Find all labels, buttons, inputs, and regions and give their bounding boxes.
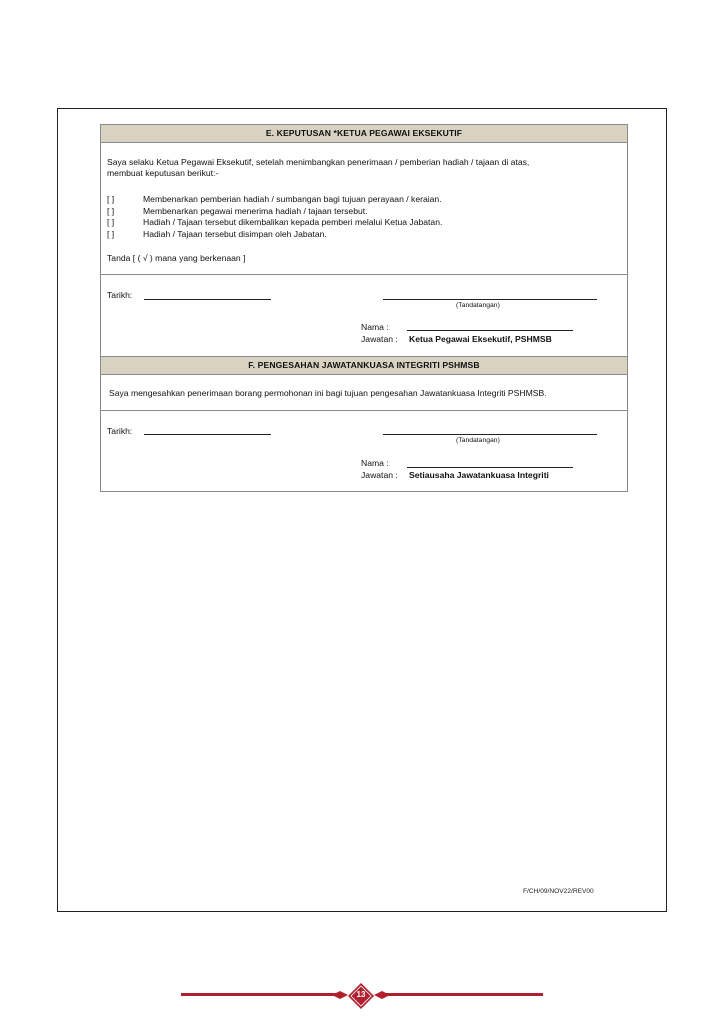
form-sheet (100, 124, 628, 492)
section-e-position-value: Ketua Pegawai Eksekutif, PSHMSB (409, 334, 552, 344)
section-f-divider (101, 410, 627, 411)
section-e-position-label: Jawatan : (361, 334, 398, 344)
section-f-title: F. PENGESAHAN JAWATANKUASA INTEGRITI PSHMSB (101, 356, 627, 375)
tick-instruction-note: Tanda [ ( √ ) mana yang berkenaan ] (107, 253, 246, 263)
section-e-name-label: Nama : (361, 322, 389, 332)
page-number: 13 (356, 990, 366, 999)
option-label-3: Hadiah / Tajaan tersebut dikembalikan kepada pemberi melalui Ketua Jabatan. (143, 217, 443, 227)
option-checkbox-2[interactable]: [ ] (107, 206, 115, 216)
section-f-date-field[interactable] (144, 434, 271, 435)
page-ornament-left-line (181, 993, 338, 996)
section-e-date-label: Tarikh: (107, 290, 133, 300)
option-checkbox-4[interactable]: [ ] (107, 229, 115, 239)
section-f-statement: Saya mengesahkan penerimaan borang permohonan ini bagi tujuan pengesahan Jawatankuasa Integriti PSHMSB. (109, 388, 547, 398)
section-e-intro-line2: membuat keputusan berikut:- (107, 168, 219, 178)
option-label-2: Membenarkan pegawai menerima hadiah / tajaan tersebut. (143, 206, 368, 216)
page-ornament-right-line (386, 993, 543, 996)
section-f-name-field[interactable] (407, 467, 573, 468)
section-f-name-label: Nama : (361, 458, 389, 468)
ornament-right-diamond-icon (374, 990, 390, 1000)
ornament-left-diamond-icon (332, 990, 348, 1000)
section-f-date-label: Tarikh: (107, 426, 133, 436)
option-label-1: Membenarkan pemberian hadiah / sumbangan bagi tujuan perayaan / keraian. (143, 194, 442, 204)
section-e-name-field[interactable] (407, 330, 573, 331)
section-f-position-label: Jawatan : (361, 470, 398, 480)
section-f-signature-caption: (Tandatangan) (456, 437, 500, 444)
page-number-badge (348, 983, 374, 1009)
section-e-title: E. KEPUTUSAN *KETUA PEGAWAI EKSEKUTIF (101, 125, 627, 143)
document-code: F/CH/09/NOV22/REV00 (523, 888, 594, 895)
section-f-position-value: Setiausaha Jawatankuasa Integriti (409, 470, 549, 480)
option-label-4: Hadiah / Tajaan tersebut disimpan oleh Jabatan. (143, 229, 327, 239)
option-checkbox-1[interactable]: [ ] (107, 194, 115, 204)
section-e-signature-caption: (Tandatangan) (456, 302, 500, 309)
section-e-intro-line1: Saya selaku Ketua Pegawai Eksekutif, setelah menimbangkan penerimaan / pemberian hadiah / tajaan di atas, (107, 157, 530, 167)
option-checkbox-3[interactable]: [ ] (107, 217, 115, 227)
section-e-divider (101, 274, 627, 275)
section-e-date-field[interactable] (144, 299, 271, 300)
